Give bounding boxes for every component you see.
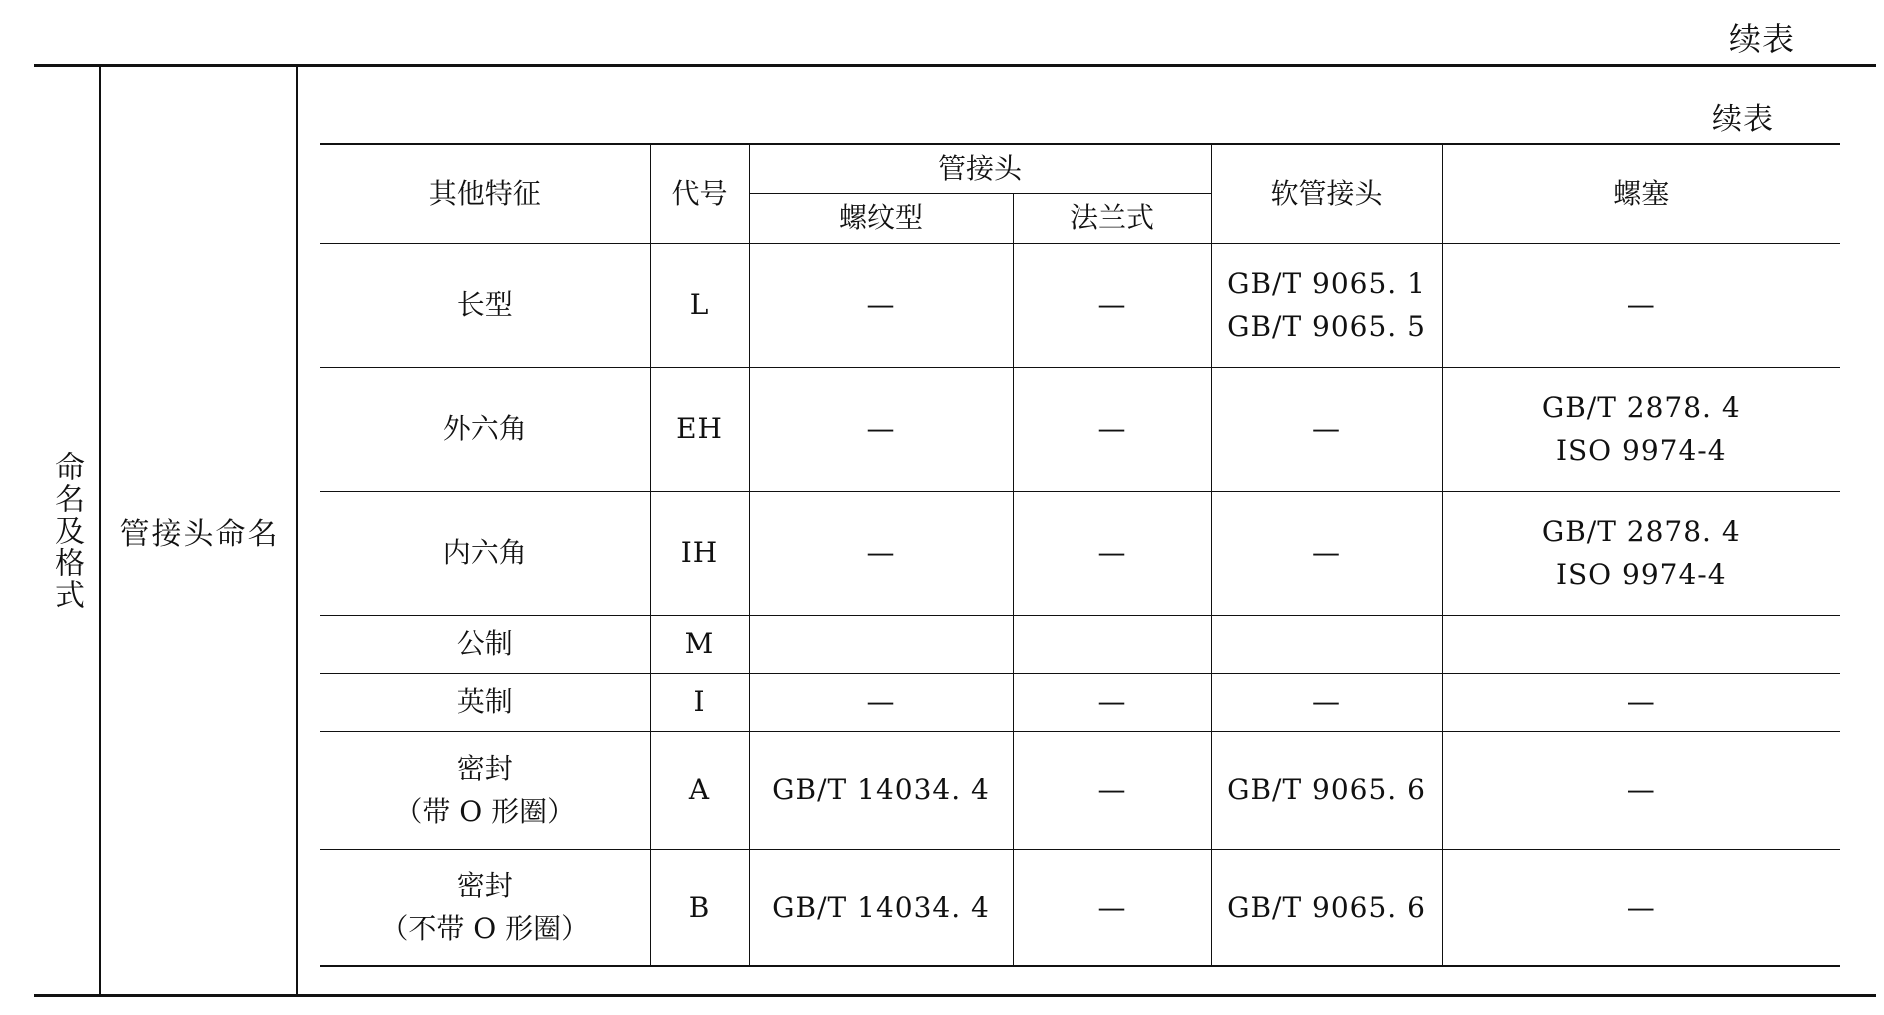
cell-flanged-line: —: [1097, 685, 1127, 719]
cell-flanged: [1013, 849, 1211, 966]
cell-plug-line: —: [1626, 288, 1656, 322]
cell-threaded-line: —: [866, 412, 896, 446]
table-row: [320, 731, 1840, 849]
cell-threaded: [749, 367, 1013, 491]
cell-hose-joint: [1211, 491, 1442, 615]
cell-plug-line: —: [1626, 773, 1656, 807]
cell-flanged: [1013, 243, 1211, 367]
cell-feature-line: 外六角: [442, 412, 527, 446]
cell-code: EH: [650, 367, 749, 491]
header-plug: 螺塞: [1442, 144, 1840, 243]
cell-feature-line: （不带 O 形圈）: [380, 912, 590, 946]
outer-bottom-rule: [34, 994, 1876, 997]
cell-code: L: [650, 243, 749, 367]
cell-hose-joint: [1211, 615, 1442, 673]
cell-plug: [1442, 243, 1840, 367]
cell-plug: [1442, 731, 1840, 849]
cell-plug-line: GB/T 2878. 4: [1541, 514, 1741, 548]
cell-hose-joint-line: GB/T 9065. 5: [1227, 310, 1426, 343]
cell-plug-line: ISO 9974-4: [1555, 434, 1727, 467]
cell-hose-joint-line: GB/T 9065. 1: [1227, 266, 1426, 300]
subcategory-label: 管接头命名: [119, 516, 280, 552]
cell-feature-line: 英制: [456, 685, 513, 719]
cell-plug: [1442, 849, 1840, 966]
category-label: [46, 67, 86, 994]
table-body: [320, 243, 1840, 966]
cell-plug: [1442, 367, 1840, 491]
cell-flanged: [1013, 367, 1211, 491]
cell-flanged-line: —: [1097, 536, 1127, 570]
cell-plug: [1442, 491, 1840, 615]
cell-feature: [320, 491, 650, 615]
cell-hose-joint-line: —: [1312, 412, 1342, 446]
cell-feature: [320, 367, 650, 491]
cell-flanged-line: —: [1097, 773, 1127, 807]
header-hose-joint: 软管接头: [1211, 144, 1442, 243]
cell-hose-joint-line: GB/T 9065. 6: [1227, 773, 1426, 807]
cell-code: B: [650, 849, 749, 966]
table-row: [320, 243, 1840, 367]
cell-feature: [320, 673, 650, 731]
cell-plug-line: —: [1626, 685, 1656, 719]
cell-threaded: [749, 849, 1013, 966]
cell-feature-line: 长型: [456, 288, 513, 322]
inner-caption: 续表: [1712, 102, 1774, 137]
cell-feature-line: 密封: [456, 868, 513, 902]
cell-feature-line: （带 O 形圈）: [394, 795, 576, 828]
cell-threaded: [749, 615, 1013, 673]
cell-code: I: [650, 673, 749, 731]
cell-feature: [320, 849, 650, 966]
cell-hose-joint-line: —: [1312, 685, 1342, 719]
cell-plug-line: ISO 9974-4: [1555, 558, 1727, 591]
outer-column-divider-2: [296, 67, 298, 994]
cell-threaded-line: —: [866, 685, 896, 719]
cell-feature: [320, 243, 650, 367]
cell-hose-joint-line: —: [1312, 536, 1342, 570]
cell-plug-line: GB/T 2878. 4: [1541, 390, 1741, 424]
table-row: [320, 367, 1840, 491]
cell-hose-joint: [1211, 673, 1442, 731]
cell-flanged: [1013, 673, 1211, 731]
cell-threaded: [749, 243, 1013, 367]
cell-flanged-line: —: [1097, 288, 1127, 322]
header-threaded: 螺纹型: [749, 193, 1013, 243]
cell-threaded-line: GB/T 14034. 4: [772, 773, 990, 807]
cell-plug: [1442, 673, 1840, 731]
table-row: [320, 673, 1840, 731]
table-row: [320, 615, 1840, 673]
cell-hose-joint: [1211, 243, 1442, 367]
cell-flanged: [1013, 615, 1211, 673]
outer-top-rule: [34, 64, 1876, 67]
table-row: [320, 849, 1840, 966]
cell-feature: [320, 615, 650, 673]
cell-flanged-line: —: [1097, 412, 1127, 446]
cell-flanged-line: —: [1097, 890, 1127, 924]
cell-feature-line: 公制: [456, 627, 513, 661]
table-row: [320, 491, 1840, 615]
outer-caption: 续表: [1728, 20, 1795, 58]
cell-threaded: [749, 731, 1013, 849]
cell-code: IH: [650, 491, 749, 615]
cell-hose-joint: [1211, 367, 1442, 491]
cell-feature: [320, 731, 650, 849]
cell-code: M: [650, 615, 749, 673]
cell-threaded-line: —: [866, 536, 896, 570]
category-label-text: 命名及格式: [49, 450, 84, 611]
header-pipe-joint: 管接头: [749, 144, 1211, 193]
cell-feature-line: 内六角: [442, 536, 527, 570]
cell-flanged: [1013, 731, 1211, 849]
cell-flanged: [1013, 491, 1211, 615]
cell-plug: [1442, 615, 1840, 673]
cell-hose-joint-line: GB/T 9065. 6: [1227, 890, 1426, 924]
cell-hose-joint: [1211, 849, 1442, 966]
cell-threaded: [749, 491, 1013, 615]
cell-code: A: [650, 731, 749, 849]
header-feature: 其他特征: [320, 144, 650, 243]
cell-threaded-line: GB/T 14034. 4: [772, 890, 990, 924]
header-code: 代号: [650, 144, 749, 243]
header-flanged: 法兰式: [1013, 193, 1211, 243]
cell-plug-line: —: [1626, 890, 1656, 924]
outer-column-divider-1: [99, 67, 101, 994]
cell-feature-line: 密封: [456, 751, 513, 785]
cell-hose-joint: [1211, 731, 1442, 849]
pipe-joint-table: [320, 143, 1840, 967]
cell-threaded-line: —: [866, 288, 896, 322]
cell-threaded: [749, 673, 1013, 731]
